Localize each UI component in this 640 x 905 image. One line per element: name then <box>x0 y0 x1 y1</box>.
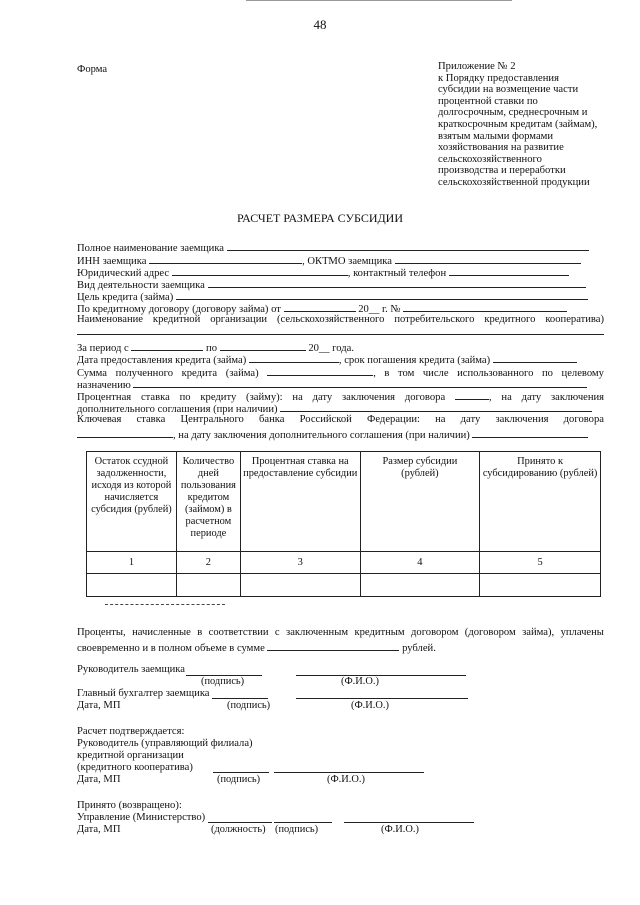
key-rate-blank[interactable] <box>77 427 173 438</box>
field-amount: Сумма полученного кредита (займа) , в том числе использованного по целевому <box>77 365 604 378</box>
page-number: 48 <box>313 17 327 32</box>
table-header-cell: Количество дней пользования кредитом (займом) в расчетном периоде <box>176 452 240 552</box>
appendix-line: субсидии на возмещение части <box>438 84 579 96</box>
agreement-date-blank[interactable] <box>284 301 356 312</box>
date-mp-label: Дата, МП <box>77 774 121 785</box>
table-cell[interactable] <box>176 574 240 597</box>
period-to-blank[interactable] <box>220 340 306 351</box>
rate-blank[interactable] <box>455 389 489 400</box>
address-blank[interactable] <box>172 265 348 276</box>
signature-caption: (подпись) <box>227 700 271 711</box>
table-number-row <box>87 552 601 574</box>
table-row <box>87 574 601 597</box>
bank-name-blank[interactable] <box>274 772 424 773</box>
fio-caption: (Ф.И.О.) <box>341 676 379 687</box>
purpose-use-blank[interactable] <box>133 377 587 388</box>
borrower-head-name-blank[interactable] <box>296 675 466 676</box>
field-key-rate-line2: , на дату заключения дополнительного соглашения (при наличии) <box>77 427 604 440</box>
bank-coop-label: (кредитного кооператива) <box>77 762 193 773</box>
field-lender-name: Наименование кредитной организации (сельскохозяйственного потребительского кредитного кооператива) <box>77 314 605 325</box>
date-mp-label: Дата, МП <box>77 700 121 711</box>
bank-org-label: кредитной организации <box>77 750 184 761</box>
signature-caption: (подпись) <box>275 824 319 835</box>
accountant-signature-blank[interactable] <box>212 698 268 699</box>
ministry-name-blank[interactable] <box>344 822 474 823</box>
confirmation-label: Расчет подтверждается: <box>77 726 185 737</box>
fio-caption: (Ф.И.О.) <box>327 774 365 785</box>
table-header-cell: Размер субсидии (рублей) <box>360 452 480 552</box>
appendix-line: взятым малыми формами <box>438 130 554 142</box>
amount-blank[interactable] <box>267 365 373 376</box>
addendum-blank[interactable] <box>280 401 592 412</box>
activity-blank[interactable] <box>208 277 586 288</box>
purpose-blank[interactable] <box>176 289 588 300</box>
top-edge-line <box>246 0 512 1</box>
agreement-number-blank[interactable] <box>403 301 567 312</box>
table-number-cell: 5 <box>480 552 601 574</box>
date-mp-label: Дата, МП <box>77 824 121 835</box>
signature-caption: (подпись) <box>201 676 245 687</box>
bank-signature-blank[interactable] <box>213 772 269 773</box>
signature-caption: (подпись) <box>217 774 261 785</box>
appendix-block <box>438 61 638 189</box>
lender-name-blank[interactable] <box>77 334 604 335</box>
subsidy-table <box>86 451 601 597</box>
bank-head-label: Руководитель (управляющий филиала) <box>77 738 253 749</box>
form-label: Форма <box>77 64 108 75</box>
table-cell[interactable] <box>240 574 360 597</box>
borrower-head-label: Руководитель заемщика <box>77 664 185 675</box>
ministry-signature-blank[interactable] <box>274 822 332 823</box>
appendix-line: к Порядку предоставления <box>438 72 559 84</box>
field-inn-oktmo: ИНН заемщика , ОКТМО заемщика <box>77 253 604 266</box>
field-activity: Вид деятельности заемщика <box>77 277 604 290</box>
inn-blank[interactable] <box>149 253 302 264</box>
appendix-line: хозяйствования на развитие <box>438 142 564 154</box>
field-borrower-name: Полное наименование заемщика <box>77 240 604 253</box>
field-key-rate: Ключевая ставка Центрального банка Российской Федерации: на дату заключения договора <box>77 414 604 425</box>
interest-paragraph-line2: своевременно и в полном объеме в сумме рублей. <box>77 640 604 653</box>
table-header-row <box>87 452 601 552</box>
interest-paragraph-line1: Проценты, начисленные в соответствии с заключенным кредитным договором (договором займа), уплачены <box>77 627 604 638</box>
appendix-line: Приложение № 2 <box>438 61 516 72</box>
key-rate-addendum-blank[interactable] <box>472 427 588 438</box>
ministry-position-blank[interactable] <box>208 822 272 823</box>
field-purpose-use: назначению <box>77 377 604 390</box>
oktmo-blank[interactable] <box>395 253 581 264</box>
table-cell[interactable] <box>480 574 601 597</box>
accountant-label: Главный бухгалтер заемщика <box>77 688 210 699</box>
interest-amount-blank[interactable] <box>267 640 399 651</box>
appendix-line: краткосрочным кредитам (займам), <box>438 118 598 130</box>
maturity-date-blank[interactable] <box>493 352 577 363</box>
ministry-label: Управление (Министерство) <box>77 812 206 823</box>
accountant-name-blank[interactable] <box>296 698 468 699</box>
table-cell[interactable] <box>87 574 177 597</box>
table-number-cell: 4 <box>360 552 480 574</box>
appendix-line: долгосрочным, среднесрочным и <box>438 107 588 119</box>
field-agreement: По кредитному договору (договору займа) от 20__ г. № <box>77 301 604 314</box>
table-number-cell: 1 <box>87 552 177 574</box>
table-header-cell: Принято к субсидированию (рублей) <box>480 452 601 552</box>
issue-date-blank[interactable] <box>249 352 339 363</box>
appendix-line: сельскохозяйственной продукции <box>438 176 590 188</box>
document-title: РАСЧЕТ РАЗМЕРА СУБСИДИИ <box>236 211 404 225</box>
table-header-cell: Остаток ссудной задолженности, исходя из которой начисляется субсидия (рублей) <box>87 452 177 552</box>
table-number-cell: 3 <box>240 552 360 574</box>
field-addendum: дополнительного соглашения (при наличии) <box>77 401 604 414</box>
table-number-cell: 2 <box>176 552 240 574</box>
field-period: За период с по 20__ года. <box>77 340 604 353</box>
field-purpose: Цель кредита (займа) <box>77 289 604 302</box>
period-from-blank[interactable] <box>131 340 203 351</box>
fio-caption: (Ф.И.О.) <box>351 700 389 711</box>
appendix-line: производства и переработки <box>438 165 566 177</box>
borrower-name-blank[interactable] <box>227 240 589 251</box>
field-rate: Процентная ставка по кредиту (займу): на дату заключения договора , на дату заключения <box>77 389 604 402</box>
table-cell[interactable] <box>360 574 480 597</box>
fio-caption: (Ф.И.О.) <box>381 824 419 835</box>
position-caption: (должность) <box>211 824 266 835</box>
phone-blank[interactable] <box>449 265 569 276</box>
appendix-line: процентной ставки по <box>438 95 538 107</box>
table-header-cell: Процентная ставка на предоставление субсидии <box>240 452 360 552</box>
accepted-label: Принято (возвращено): <box>77 800 182 811</box>
footnote-separator <box>105 604 225 605</box>
field-address-phone: Юридический адрес , контактный телефон <box>77 265 604 278</box>
field-dates: Дата предоставления кредита (займа) , срок погашения кредита (займа) <box>77 352 604 365</box>
appendix-line: сельскохозяйственного <box>438 153 542 165</box>
